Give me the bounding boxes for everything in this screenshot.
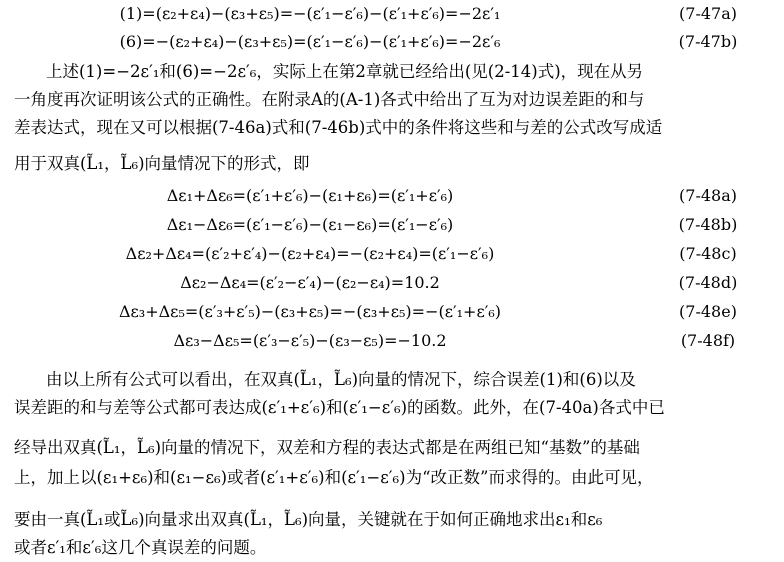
paragraph-line: 或者ε′₁和ε′₆这几个真误差的问题。 (14, 538, 267, 557)
equation-formula: Δε₃−Δε₅=(ε′₃−ε′₅)−(ε₃−ε₅)=−10.2 (173, 331, 447, 350)
equation-row (0, 329, 784, 353)
equation-row (0, 300, 784, 324)
equation-formula: Δε₁+Δε₆=(ε′₁+ε′₆)−(ε₁+ε₆)=(ε′₁+ε′₆) (166, 186, 454, 205)
equation-formula: Δε₂−Δε₄=(ε′₂−ε′₄)−(ε₂−ε₄)=10.2 (180, 273, 440, 292)
paragraph-line: 上述(1)=−2ε′₁和(6)=−2ε′₆，实际上在第2章就已经给出(见(2-14)式)，现在从另 (46, 62, 644, 81)
equation-number: (7-48b) (678, 215, 738, 234)
equation-row (0, 213, 784, 237)
equation-formula: Δε₁−Δε₆=(ε′₁−ε′₆)−(ε₁−ε₆)=(ε′₁−ε′₆) (166, 215, 454, 234)
paragraph-line: 用于双真(L̃₁，L̃₆)向量情况下的形式，即 (14, 154, 310, 173)
equation-number: (7-48f) (680, 331, 736, 350)
equation-number: (7-48a) (679, 186, 737, 205)
paragraph-line: 经导出双真(L̃₁，L̃₆)向量的情况下，双差和方程的表达式都是在两组已知“基数”的基础 (14, 438, 640, 457)
equation-number: (7-47b) (678, 32, 738, 51)
equation-number: (7-48c) (679, 244, 737, 263)
equation-formula: Δε₂+Δε₄=(ε′₂+ε′₄)−(ε₂+ε₄)=−(ε₂+ε₄)=(ε′₁−ε′₆) (125, 244, 495, 263)
equation-number: (7-48d) (678, 273, 738, 292)
paragraph-line: 要由一真(L̃₁或L̃₆)向量求出双真(L̃₁，L̃₆)向量，关键就在于如何正确地求出ε₁和ε₆ (14, 510, 603, 529)
equation-row (0, 242, 784, 266)
equation-formula: (6)=−(ε₂+ε₄)−(ε₃+ε₅)=(ε′₁−ε′₆)−(ε′₁+ε′₆)=−2ε′₆ (119, 32, 501, 51)
paragraph-line: 误差距的和与差等公式都可表达成(ε′₁+ε′₆)和(ε′₁−ε′₆)的函数。此外，在(7-40a)各式中已 (14, 398, 665, 417)
paragraph-line: 一角度再次证明该公式的正确性。在附录A的(A-1)各式中给出了互为对边误差距的和与 (14, 90, 645, 109)
equation-row (0, 30, 784, 54)
paragraph-line: 上，加上以(ε₁+ε₆)和(ε₁−ε₆)或者(ε′₁+ε′₆)和(ε′₁−ε′₆)为“改正数”而求得的。由此可见， (14, 468, 654, 487)
equation-formula: Δε₃+Δε₅=(ε′₃+ε′₅)−(ε₃+ε₅)=−(ε₃+ε₅)=−(ε′₁+ε′₆) (118, 302, 502, 321)
equation-row (0, 271, 784, 295)
equation-number: (7-48e) (679, 302, 737, 321)
equation-formula: (1)=(ε₂+ε₄)−(ε₃+ε₅)=−(ε′₁−ε′₆)−(ε′₁+ε′₆)=−2ε′₁ (119, 4, 501, 23)
paragraph-line: 差表达式，现在又可以根据(7-46a)式和(7-46b)式中的条件将这些和与差的公式改写成适 (14, 118, 663, 137)
equation-row (0, 184, 784, 208)
equation-row (0, 2, 784, 26)
equation-number: (7-47a) (679, 4, 737, 23)
paragraph-line: 由以上所有公式可以看出，在双真(L̃₁，L̃₆)向量的情况下，综合误差(1)和(6)以及 (46, 370, 636, 389)
